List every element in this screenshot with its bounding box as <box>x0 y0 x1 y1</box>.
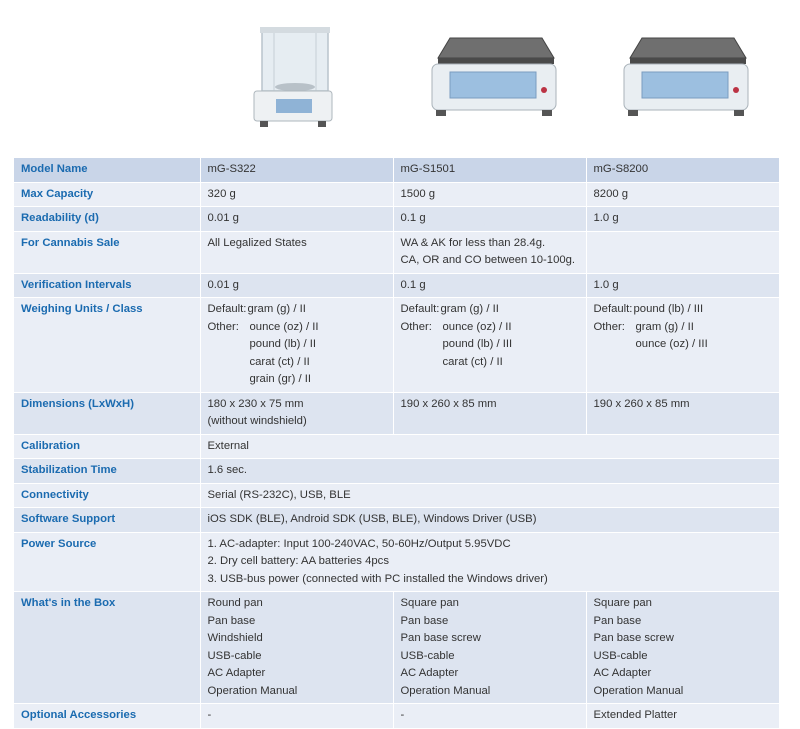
unit-default: gram (g) / II <box>440 303 499 315</box>
table-row-readability <box>14 207 779 232</box>
row-label: Readability (d) <box>14 207 200 232</box>
box-item: AC Adapter <box>400 667 459 679</box>
cell-line: (without windshield) <box>207 415 307 427</box>
box-item: Operation Manual <box>593 684 684 697</box>
table-row-stabilization <box>14 459 779 484</box>
row-label: Model Name <box>14 158 200 182</box>
table-row-power <box>14 532 779 592</box>
cell-line: All Legalized States <box>207 236 307 249</box>
box-item: USB-cable <box>207 649 262 662</box>
unit-other: pound (lb) / II <box>249 338 317 350</box>
cell-line: 1. AC-adapter: Input 100-240VAC, 50-60Hz/Output 5.95VDC <box>207 537 511 550</box>
other-label: Other: <box>400 320 432 333</box>
default-label: Default: <box>400 303 440 315</box>
cell-value-shared: 1.6 sec. <box>200 459 779 484</box>
table-row-dimensions <box>14 392 779 434</box>
box-item: Square pan <box>593 597 652 609</box>
cell-value <box>200 592 393 704</box>
box-item: Pan base screw <box>593 632 674 644</box>
box-item: AC Adapter <box>593 667 652 679</box>
cell-value <box>393 231 586 273</box>
table-row-accessories <box>14 704 779 729</box>
cell-units <box>586 298 779 393</box>
table-row-connectivity <box>14 483 779 508</box>
box-item: Pan base <box>593 614 642 627</box>
cell-value <box>200 231 393 273</box>
cell-line: 2. Dry cell battery: AA batteries 4pcs <box>207 555 389 567</box>
table-row-cannabis <box>14 231 779 273</box>
row-label: Calibration <box>14 434 200 459</box>
unit-other: gram (g) / II <box>635 320 694 333</box>
cell-value: 0.1 g <box>393 207 586 232</box>
default-label: Default: <box>593 303 633 315</box>
row-label: Verification Intervals <box>14 273 200 298</box>
box-item: Square pan <box>400 597 459 609</box>
cell-value: - <box>393 704 586 729</box>
cell-line: 180 x 230 x 75 mm <box>207 397 304 410</box>
box-item: Pan base <box>207 614 256 627</box>
row-label: Optional Accessories <box>14 704 200 729</box>
box-item: Round pan <box>207 597 263 609</box>
cell-model: mG-S1501 <box>393 158 586 182</box>
cell-value: 1.0 g <box>586 273 779 298</box>
table-row-weighing-units <box>14 298 779 393</box>
cell-value: 8200 g <box>586 182 779 207</box>
other-label: Other: <box>207 320 239 333</box>
cell-value: - <box>200 704 393 729</box>
box-item: USB-cable <box>400 649 455 662</box>
unit-other: grain (gr) / II <box>249 373 312 385</box>
cell-value-shared: Serial (RS-232C), USB, BLE <box>200 483 779 508</box>
row-label: For Cannabis Sale <box>14 231 200 273</box>
cell-value: 320 g <box>200 182 393 207</box>
cell-units <box>200 298 393 393</box>
cell-line: 190 x 260 x 85 mm <box>400 397 497 410</box>
row-label: Stabilization Time <box>14 459 200 484</box>
product-image-mg-s8200 <box>612 28 754 120</box>
cell-value <box>586 592 779 704</box>
cell-model: mG-S8200 <box>586 158 779 182</box>
row-label: What's in the Box <box>14 592 200 704</box>
box-item: AC Adapter <box>207 667 266 679</box>
unit-other: carat (ct) / II <box>249 355 310 368</box>
unit-default: pound (lb) / III <box>633 303 704 315</box>
cell-value <box>586 231 779 273</box>
cell-line: 3. USB-bus power (connected with PC installed the Windows driver) <box>207 572 548 585</box>
box-item: Pan base <box>400 614 449 627</box>
cell-value <box>393 392 586 434</box>
row-label: Dimensions (LxWxH) <box>14 392 200 434</box>
cell-value-shared: External <box>200 434 779 459</box>
product-image-mg-s322 <box>248 17 338 135</box>
unit-other: carat (ct) / II <box>442 355 503 368</box>
cell-value <box>586 392 779 434</box>
row-label: Software Support <box>14 508 200 533</box>
cell-value: 0.1 g <box>393 273 586 298</box>
table-row-software <box>14 508 779 533</box>
unit-other: pound (lb) / III <box>442 338 513 350</box>
table-row-verification <box>14 273 779 298</box>
cell-value: 1500 g <box>393 182 586 207</box>
row-label: Weighing Units / Class <box>14 298 200 393</box>
unit-other: ounce (oz) / III <box>635 338 708 350</box>
cell-value: 0.01 g <box>200 273 393 298</box>
other-label: Other: <box>593 320 625 333</box>
cell-line: WA & AK for less than 28.4g. <box>400 236 546 249</box>
table-row-box <box>14 592 779 704</box>
cell-value-shared: iOS SDK (BLE), Android SDK (USB, BLE), Windows Driver (USB) <box>200 508 779 533</box>
box-item: Pan base screw <box>400 632 481 644</box>
row-label: Power Source <box>14 532 200 592</box>
cell-value: Extended Platter <box>586 704 779 729</box>
row-label: Connectivity <box>14 483 200 508</box>
cell-value: 1.0 g <box>586 207 779 232</box>
cell-value-shared <box>200 532 779 592</box>
cell-units <box>393 298 586 393</box>
table-row-max-capacity <box>14 182 779 207</box>
cell-line: CA, OR and CO between 10-100g. <box>400 254 576 266</box>
box-item: Operation Manual <box>207 684 298 697</box>
table-row-model-name <box>14 158 779 182</box>
cell-line: 190 x 260 x 85 mm <box>593 397 690 410</box>
box-item: USB-cable <box>593 649 648 662</box>
cell-value: 0.01 g <box>200 207 393 232</box>
table-row-calibration <box>14 434 779 459</box>
cell-value <box>200 392 393 434</box>
product-image-mg-s1501 <box>420 28 562 120</box>
row-label: Max Capacity <box>14 182 200 207</box>
box-item: Windshield <box>207 632 263 644</box>
box-item: Operation Manual <box>400 684 491 697</box>
unit-other: ounce (oz) / II <box>442 320 512 333</box>
spec-table <box>14 158 780 729</box>
unit-default: gram (g) / II <box>247 303 306 315</box>
default-label: Default: <box>207 303 247 315</box>
cell-model: mG-S322 <box>200 158 393 182</box>
cell-value <box>393 592 586 704</box>
unit-other: ounce (oz) / II <box>249 320 319 333</box>
